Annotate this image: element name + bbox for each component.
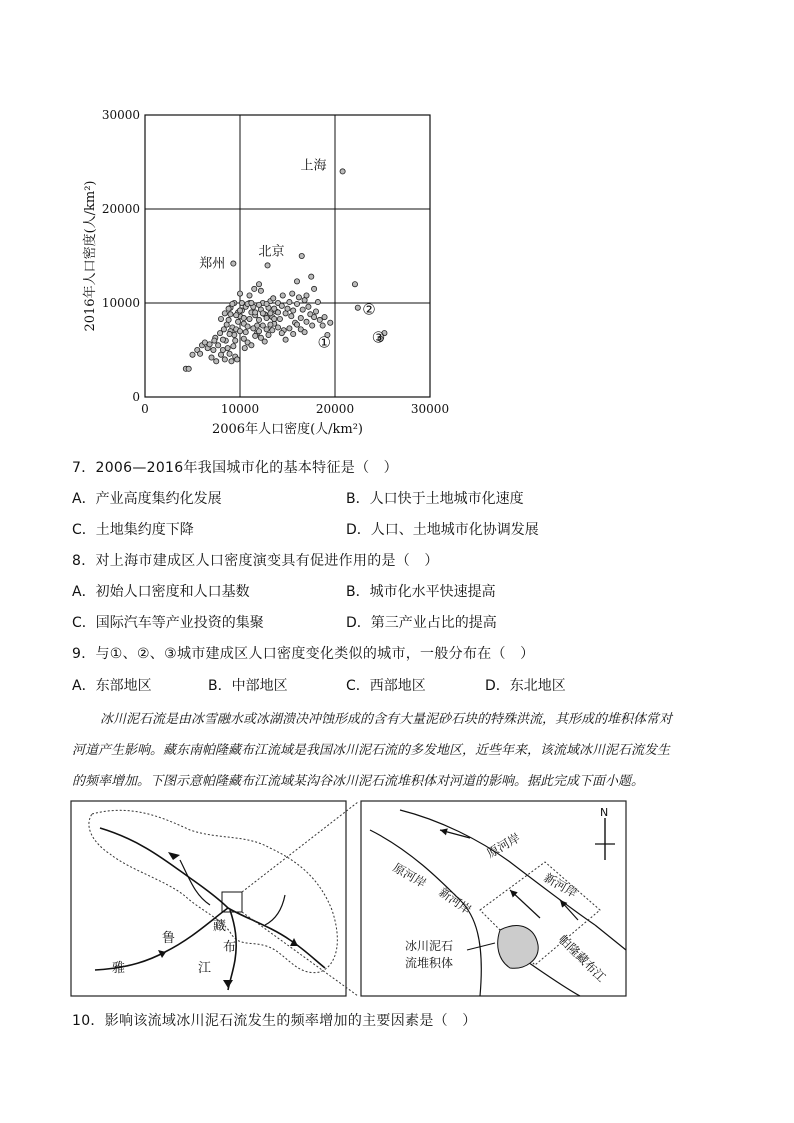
data-point xyxy=(247,293,252,298)
new-bank-lower-label: 新河岸 xyxy=(436,884,474,918)
data-point xyxy=(279,303,284,308)
data-point xyxy=(280,293,285,298)
data-point xyxy=(291,331,296,336)
question-8-option-d: D．第三产业占比的提高 xyxy=(346,615,497,631)
data-point xyxy=(268,311,273,316)
map-label-lu: 鲁 xyxy=(162,931,176,946)
data-point xyxy=(285,306,290,311)
x-tick-label: 10000 xyxy=(220,402,260,416)
data-point xyxy=(256,302,261,307)
data-point xyxy=(271,296,276,301)
data-point xyxy=(352,282,357,287)
river-arrow-4 xyxy=(290,938,298,946)
chart-annotation: ② xyxy=(362,300,376,319)
data-point xyxy=(275,325,280,330)
data-point xyxy=(279,330,284,335)
data-point xyxy=(221,327,226,332)
data-point xyxy=(222,357,227,362)
data-point xyxy=(287,299,292,304)
data-point xyxy=(249,300,254,305)
data-point xyxy=(277,316,282,321)
y-tick-label: 20000 xyxy=(101,202,140,216)
chart-annotation: 北京 xyxy=(258,244,285,260)
data-point xyxy=(309,274,314,279)
data-point xyxy=(256,329,261,334)
data-point xyxy=(227,351,232,356)
data-point xyxy=(235,357,240,362)
north-label: N xyxy=(600,806,609,819)
chart-annotation: 郑州 xyxy=(199,256,226,272)
river-arrow-3 xyxy=(223,980,233,988)
x-tick-label: 20000 xyxy=(315,402,355,416)
data-point xyxy=(216,343,221,348)
data-point xyxy=(237,329,242,334)
question-7-stem: 7．2006—2016年我国城市化的基本特征是（ ） xyxy=(72,460,398,476)
data-point xyxy=(270,328,275,333)
river-channel-right xyxy=(595,925,626,950)
question-8-option-a: A．初始人口密度和人口基数 xyxy=(72,584,250,600)
data-point xyxy=(317,317,322,322)
data-point xyxy=(245,324,250,329)
data-point xyxy=(355,305,360,310)
question-9-option-a: A．东部地区 xyxy=(72,678,152,694)
data-point xyxy=(340,169,345,174)
data-point xyxy=(237,308,242,313)
river-arrow-2 xyxy=(158,950,166,958)
river-main xyxy=(100,828,325,968)
flow-arrow-1 xyxy=(440,830,470,838)
glacial-debris-flow-maps xyxy=(70,800,630,1000)
data-point xyxy=(253,310,258,315)
data-point xyxy=(268,322,273,327)
old-bank-upper-label: 原河岸 xyxy=(484,830,523,861)
debris-label-line1: 冰川泥石 xyxy=(405,939,454,953)
data-point xyxy=(264,301,269,306)
map-label-zang: 藏 xyxy=(213,919,227,934)
chart-annotation: ③ xyxy=(371,328,386,347)
map-label-ya: 雅 xyxy=(112,961,126,976)
data-point xyxy=(226,317,231,322)
data-point xyxy=(237,291,242,296)
data-point xyxy=(289,314,294,319)
data-point xyxy=(243,330,248,335)
question-7-option-a: A．产业高度集约化发展 xyxy=(72,491,222,507)
map-label-jiang: 江 xyxy=(198,961,212,976)
y-axis-label: 2016年人口密度(人/km²) xyxy=(83,180,98,332)
question-9-option-b: B．中部地区 xyxy=(208,678,288,694)
data-point xyxy=(260,311,265,316)
question-10-stem: 10．影响该流域冰川泥石流发生的频率增加的主要因素是（ ） xyxy=(72,1013,477,1029)
question-9-option-c: C．西部地区 xyxy=(346,678,426,694)
inset-location-box xyxy=(222,892,242,912)
data-point xyxy=(306,304,311,309)
x-tick-label: 0 xyxy=(141,402,149,416)
x-axis-label: 2006年人口密度(人/km²) xyxy=(211,422,364,437)
data-point xyxy=(227,331,232,336)
data-point xyxy=(290,291,295,296)
data-point xyxy=(320,323,325,328)
river-name-label: 帕隆藏布江 xyxy=(555,932,609,985)
data-point xyxy=(275,310,280,315)
data-point xyxy=(231,344,236,349)
passage-line-2: 河道产生影响。藏东南帕隆藏布江流域是我国冰川泥石流的多发地区，近些年来，该流域冰川泥石流发生 xyxy=(72,743,671,758)
data-point xyxy=(304,293,309,298)
data-point xyxy=(230,301,235,306)
data-point xyxy=(186,366,191,371)
data-point xyxy=(256,317,261,322)
data-point xyxy=(218,316,223,321)
y-tick-label: 0 xyxy=(132,390,140,404)
data-point xyxy=(251,326,256,331)
chart-annotation: ① xyxy=(317,333,331,352)
data-point xyxy=(209,355,214,360)
data-point xyxy=(234,313,239,318)
map-label-bu: 布 xyxy=(223,940,237,955)
x-tick-label: 30000 xyxy=(410,402,450,416)
data-point xyxy=(291,308,296,313)
question-8-option-b: B．城市化水平快速提高 xyxy=(346,584,496,600)
question-7-option-b: B．人口快于土地城市化速度 xyxy=(346,491,524,507)
question-9-option-d: D．东北地区 xyxy=(485,678,566,694)
data-point xyxy=(312,315,317,320)
question-9-stem: 9．与①、②、③城市建成区人口密度变化类似的城市，一般分布在（ ） xyxy=(72,646,535,662)
data-point xyxy=(296,295,301,300)
debris-fan xyxy=(498,926,538,969)
data-point xyxy=(264,315,269,320)
passage-line-3: 的频率增加。下图示意帕隆藏布江流域某沟谷冰川泥石流堆积体对河道的影响。据此完成下面小题。 xyxy=(72,774,645,789)
data-point xyxy=(233,338,238,343)
data-point xyxy=(225,346,230,351)
question-7-option-d: D．人口、土地城市化协调发展 xyxy=(346,522,539,538)
passage-line-1: 冰川泥石流是由冰雪融水或冰湖溃决冲蚀形成的含有大量泥砂石块的特殊洪流，其形成的堆积体常对 xyxy=(100,712,673,727)
flow-arrow-3 xyxy=(560,900,578,920)
data-point xyxy=(212,338,217,343)
data-point xyxy=(228,312,233,317)
river-arrow-1 xyxy=(168,852,180,860)
data-point xyxy=(313,309,318,314)
data-point xyxy=(229,359,234,364)
plot-area-frame xyxy=(145,115,430,397)
data-point xyxy=(222,311,227,316)
new-bank-upper-label: 新河岸 xyxy=(541,870,580,901)
y-tick-label: 30000 xyxy=(101,108,140,122)
data-point xyxy=(294,301,299,306)
data-point xyxy=(322,315,327,320)
data-point xyxy=(283,337,288,342)
data-point xyxy=(231,261,236,266)
data-point xyxy=(220,337,225,342)
data-point xyxy=(198,351,203,356)
data-point xyxy=(298,315,303,320)
data-point xyxy=(266,332,271,337)
data-point xyxy=(272,316,277,321)
data-point xyxy=(294,322,299,327)
data-point xyxy=(242,346,247,351)
data-point xyxy=(294,279,299,284)
data-point xyxy=(236,319,241,324)
question-8-stem: 8．对上海市建成区人口密度演变具有促进作用的是（ ） xyxy=(72,553,439,569)
data-point xyxy=(262,339,267,344)
flow-arrow-2 xyxy=(510,890,540,918)
data-point xyxy=(258,288,263,293)
river-branch-right xyxy=(265,895,285,925)
data-point xyxy=(304,319,309,324)
y-tick-label: 10000 xyxy=(101,296,140,310)
question-7-option-c: C．土地集约度下降 xyxy=(72,522,194,538)
data-point xyxy=(300,307,305,312)
data-point xyxy=(260,323,265,328)
debris-label-line2: 流堆积体 xyxy=(405,956,454,970)
data-point xyxy=(315,299,320,304)
data-point xyxy=(256,282,261,287)
question-8-option-c: C．国际汽车等产业投资的集聚 xyxy=(72,615,264,631)
data-point xyxy=(328,320,333,325)
data-point xyxy=(207,342,212,347)
data-point xyxy=(310,323,315,328)
data-point xyxy=(241,315,246,320)
chart-annotation: 上海 xyxy=(300,158,327,174)
data-point xyxy=(253,333,258,338)
data-point xyxy=(211,347,216,352)
data-point xyxy=(302,330,307,335)
data-point xyxy=(299,253,304,258)
data-point xyxy=(247,316,252,321)
population-density-scatter-chart xyxy=(60,100,460,450)
data-point xyxy=(226,306,231,311)
old-bank-left-label: 原河岸 xyxy=(390,860,429,891)
data-point xyxy=(312,286,317,291)
data-point xyxy=(214,359,219,364)
data-point xyxy=(265,263,270,268)
data-point xyxy=(287,326,292,331)
data-point xyxy=(249,343,254,348)
data-point xyxy=(252,286,257,291)
data-point xyxy=(190,352,195,357)
old-river-bank-upper xyxy=(400,810,595,925)
